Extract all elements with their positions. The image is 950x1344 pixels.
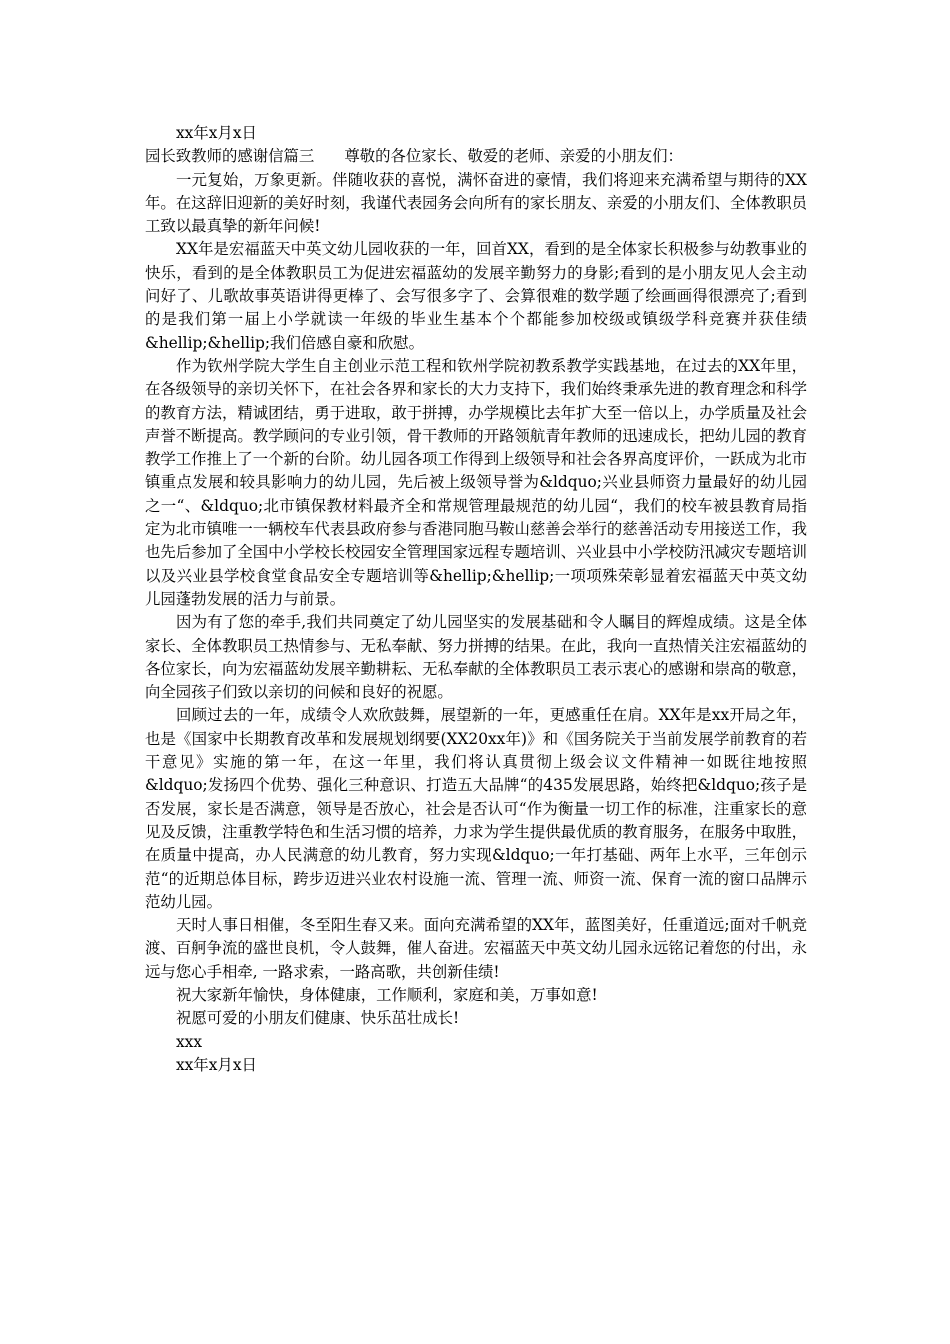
paragraph-1: 一元复始，万象更新。伴随收获的喜悦，满怀奋进的豪情，我们将迎来充满希望与期待的XX年。在这辞旧迎新的美好时刻，我谨代表园务会向所有的家长朋友、亲爱的小朋友们、全体教职员工致以最真挚的新年问候! bbox=[145, 170, 807, 236]
title-and-salutation bbox=[145, 145, 807, 168]
paragraph-3: 作为钦州学院大学生自主创业示范工程和钦州学院初教系教学实践基地，在过去的XX年里，在各级领导的亲切关怀下，在社会各界和家长的大力支持下，我们始终秉承先进的教育理念和科学的教育方法，精诚团结，勇于进取，敢于拼搏，办学规模比去年扩大至一倍以上，办学质量及社会声誉不断提高。教学顾问的专业引领，骨干教师的开路领航青年教师的迅速成长，把幼儿园的教育教学工作推上了一个新的台阶。幼儿园各项工作得到上级领导和社会各界高度评价，一跃成为北市镇重点发展和较具影响力的幼儿园，先后被上级领导誉为&ldquo;兴业县师资力量最好的幼儿园之一“、&ldquo;北市镇保教材料最齐全和常规管理最规范的幼儿园“，我们的校车被县教育局指定为北市镇唯一一辆校车代表县政府参与香港同胞马鞍山慈善会举行的慈善活动专用接送工作，我也先后参加了全国中小学校长校园安全管理国家远程专题培训、兴业县中小学校防汛减灾专题培训以及兴业县学校食堂食品安全专题培训等&hellip;&hellip;一项项殊荣彰显着宏福蓝天中英文幼儿园蓬勃发展的活力与前景。 bbox=[145, 356, 807, 608]
wish-line-2: 祝愿可爱的小朋友们健康、快乐茁壮成长! bbox=[176, 1009, 460, 1028]
letter-body bbox=[145, 122, 807, 1077]
paragraph-5: 回顾过去的一年，成绩令人欢欣鼓舞，展望新的一年，更感重任在肩。XX年是xx开局之年，也是《国家中长期教育改革和发展规划纲要(XX20xx年)》和《国务院关于当前发展学前教育的若干意见》实施的第一年，在这一年里，我们将认真贯彻上级会议文件精神一如既往地按照&ldquo;发扬四个优势、强化三种意识、打造五大品牌“的435发展思路，始终把&ldquo;孩子是否发展，家长是否满意，领导是否放心，社会是否认可“作为衡量一切工作的标准，注重家长的意见及反馈，注重教学特色和生活习惯的培养，力求为学生提供最优质的教育服务，在服务中取胜，在质量中提高，办人民满意的幼儿教育，努力实现&ldquo;一年打基础、两年上水平，三年创示范“的近期总体目标，跨步迈进兴业农村设施一流、管理一流、师资一流、保育一流的窗口品牌示范幼儿园。 bbox=[145, 706, 807, 911]
paragraph-4: 因为有了您的牵手,我们共同奠定了幼儿园坚实的发展基础和令人瞩目的辉煌成绩。这是全体家长、全体教职员工热情参与、无私奉献、努力拼搏的结果。在此，我向一直热情关注宏福蓝幼的各位家长，向为宏福蓝幼发展辛勤耕耘、无私奉献的全体教职员工表示衷心的感谢和崇高的敬意，向全园孩子们致以亲切的问候和良好的祝愿。 bbox=[145, 613, 807, 702]
letter-title: 园长致教师的感谢信篇三 bbox=[145, 147, 315, 166]
signature: xxx bbox=[176, 1032, 203, 1051]
bottom-date: xx年x月x日 bbox=[176, 1055, 257, 1074]
wish-line-1: 祝大家新年愉快，身体健康，工作顺利，家庭和美，万事如意! bbox=[176, 985, 598, 1004]
paragraph-6: 天时人事日相催，冬至阳生春又来。面向充满希望的XX年，蓝图美好，任重道远;面对千帆竞渡、百舸争流的盛世良机，令人鼓舞，催人奋进。宏福蓝天中英文幼儿园永远铭记着您的付出，永远与您心手相牵, 一路求索，一路高歌，共创新佳绩! bbox=[145, 916, 807, 981]
paragraph-2: XX年是宏福蓝天中英文幼儿园收获的一年，回首XX，看到的是全体家长积极参与幼教事业的快乐，看到的是全体教职员工为促进宏福蓝幼的发展辛勤努力的身影;看到的是小朋友见人会主动问好了、儿歌故事英语讲得更棒了、会写很多字了、会算很难的数学题了绘画画得很漂亮了;看到的是我们第一届上小学就读一年级的毕业生基本个个都能参加校级或镇级学科竞赛并获佳绩&hellip;&hellip;我们倍感自豪和欣慰。 bbox=[145, 240, 807, 352]
salutation: 尊敬的各位家长、敬爱的老师、亲爱的小朋友们： bbox=[344, 147, 683, 166]
top-date: xx年x月x日 bbox=[176, 124, 257, 142]
